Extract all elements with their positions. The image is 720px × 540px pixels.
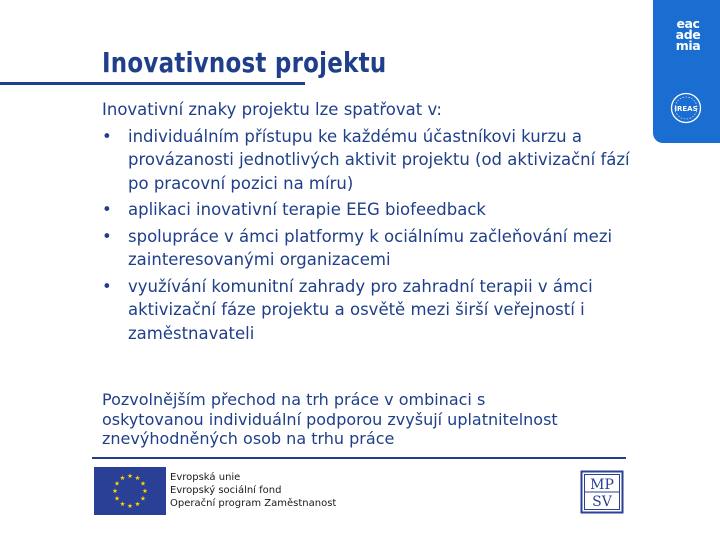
bullet-item: • spolupráce v ámci platformy k ociálnímu začleňování mezi zainteresovanými organizacemi	[102, 225, 642, 272]
bullet-item: • aplikaci inovativní terapie EEG biofeedback	[102, 198, 642, 222]
slide-body	[102, 98, 642, 348]
bullet-list	[102, 125, 642, 346]
eacademia-logo-line: ade	[675, 27, 701, 42]
mpsv-logo-top: MP	[590, 477, 614, 493]
eacademia-logo-line: mia	[675, 38, 701, 53]
eacademia-logo-line: eac	[676, 16, 700, 31]
eu-funding-text	[170, 471, 336, 510]
brand-sidebar	[653, 0, 720, 143]
eu-text-line: Evropská unie	[170, 472, 241, 483]
ireas-logo	[670, 92, 702, 124]
mpsv-logo	[580, 470, 624, 514]
eacademia-logo	[663, 18, 713, 51]
eu-text-line: Operační program Zaměstnanost	[170, 498, 337, 509]
slide-title: Inovativnost projektu	[102, 46, 387, 79]
bullet-item: • individuálním přístupu ke každému účastníkovi kurzu a provázanosti jednotlivých aktivit projektu (od aktivizační fází po pracovní pozici na míru)	[102, 125, 642, 196]
bullet-item: • využívání komunitní zahrady pro zahradní terapii v ámci aktivizační fáze projektu a osvětě mezi širší veřejností i zaměstnavateli	[102, 275, 642, 346]
eu-text-line: Evropský sociální fond	[170, 485, 282, 496]
mpsv-logo-bottom: SV	[592, 494, 612, 510]
title-underline	[0, 82, 305, 85]
conclusion-text: Pozvolnějším přechod na trh práce v ombinaci s oskytovanou individuální podporou zvyšují uplatnitelnost znevýhodněných osob na trhu práce	[102, 390, 558, 448]
eu-flag-icon	[94, 467, 166, 515]
intro-text: Inovativní znaky projektu lze spatřovat v:	[102, 100, 442, 119]
ireas-logo-text: IREAS	[674, 105, 698, 113]
footer-divider	[92, 457, 626, 459]
